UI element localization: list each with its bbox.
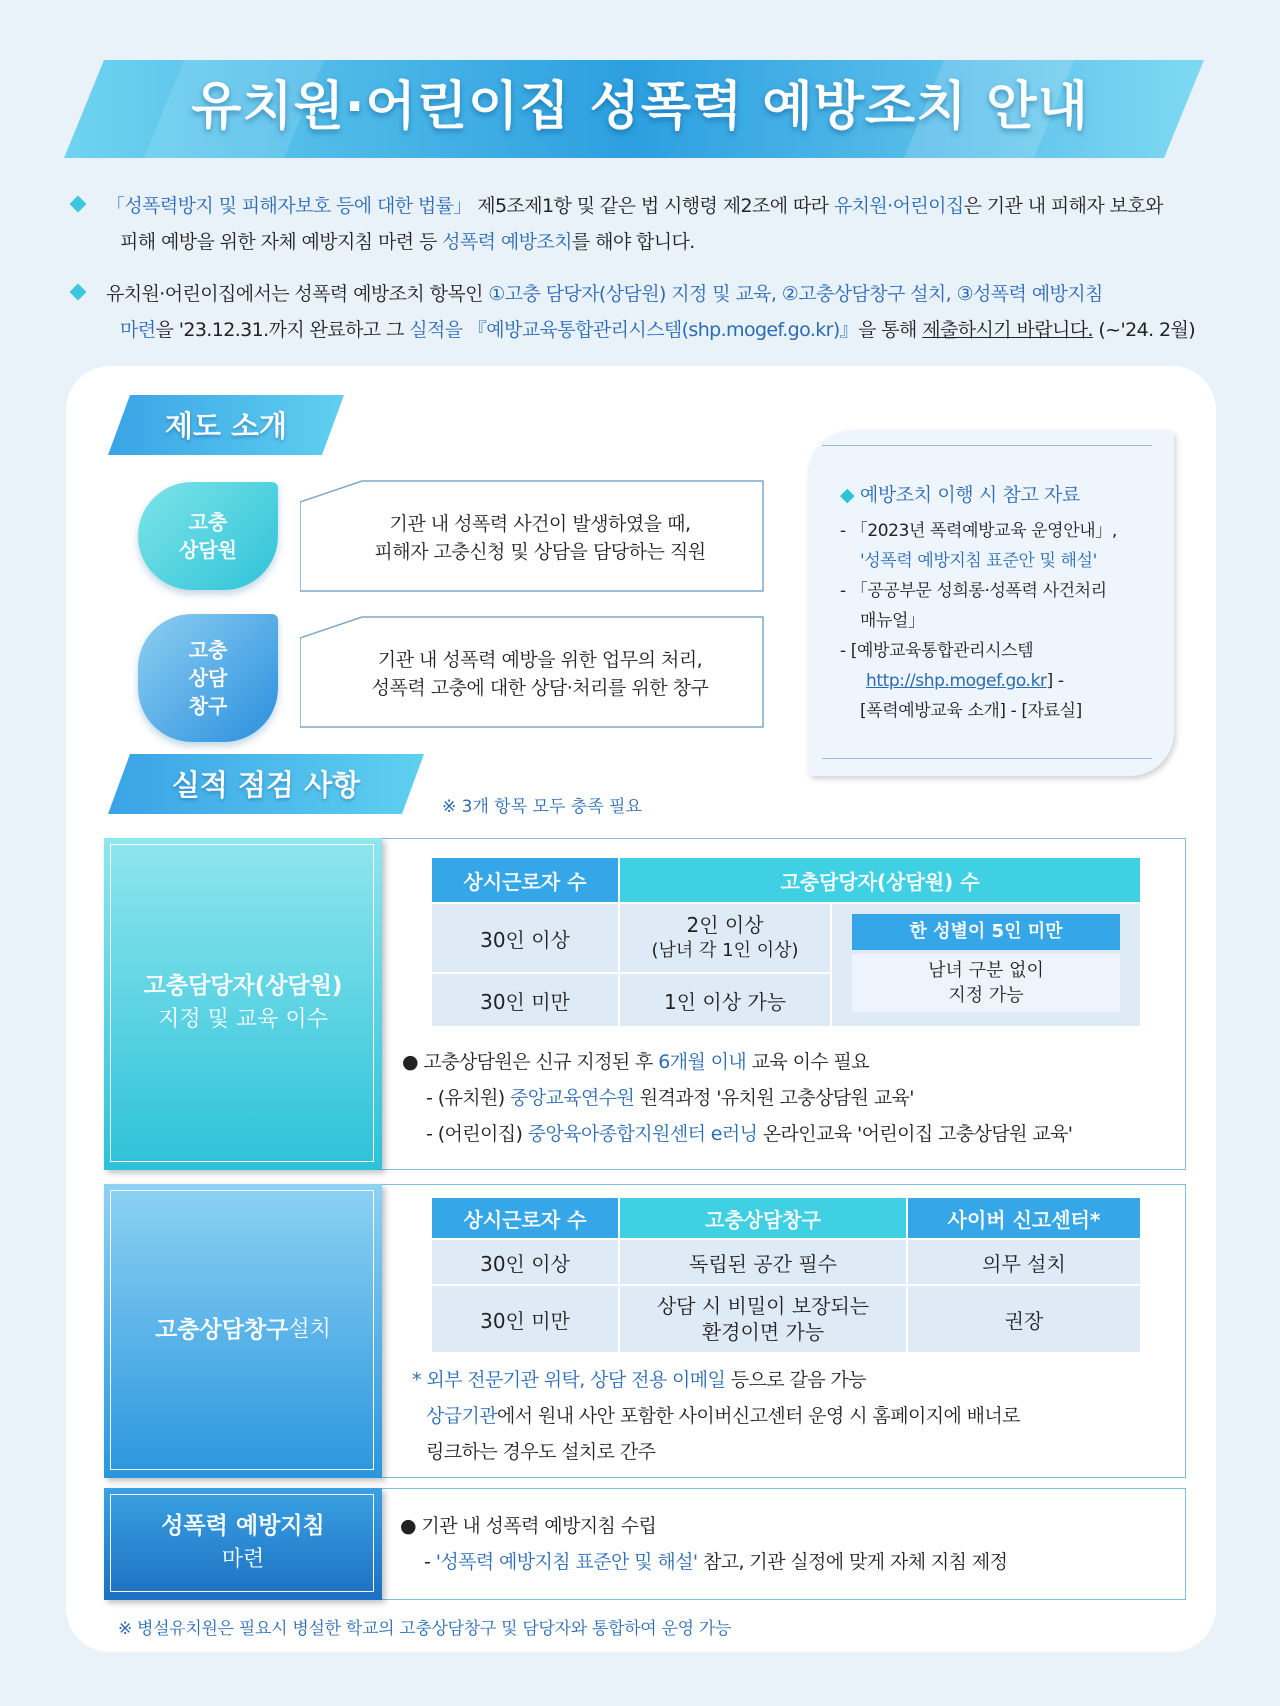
check-tag: 실적 점검 사항 <box>171 768 361 802</box>
table-cell: 30인 이상 <box>432 1240 618 1284</box>
counselor-notes: ● 고충상담원은 신규 지정된 후 6개월 이내 교육 이수 필요 - (유치원) 중앙교육연수원 원격과정 '유치원 고충상담원 교육' - (어린이집) 중앙육아종합지원센터 e러닝 온라인교육 '어린이집 고충상담원 교육' <box>402 1051 1073 1145</box>
reference-bottom-line <box>822 758 1152 759</box>
intro-paragraph-1: 「성폭력방지 및 피해자보호 등에 대한 법률」 제5조제1항 및 같은 법 시행령 제2조에 따라 유치원·어린이집은 기관 내 피해자 보호와 피해 예방을 위한 자체 예방지침 마련 등 성폭력 예방조치를 해야 합니다. <box>72 188 1212 260</box>
window-desc: 기관 내 성폭력 예방을 위한 업무의 처리, 성폭력 고충에 대한 상담·처리를 위한 창구 <box>371 649 709 699</box>
table-cell: 30인 미만 <box>432 1286 618 1352</box>
table-cell: 30인 미만 <box>432 974 618 1026</box>
check-note: ※ 3개 항목 모두 충족 필요 <box>442 797 642 817</box>
window-badge: 고충 상담 창구 <box>138 614 278 742</box>
section-window-label: 고충상담창구 설치 <box>155 1317 331 1343</box>
reference-top-line <box>822 445 1152 446</box>
diamond-bullet-icon <box>70 284 87 301</box>
guideline-notes: ● 기관 내 성폭력 예방지침 수립 - '성폭력 예방지침 표준안 및 해설' 참고, 기관 실정에 맞게 자체 지침 제정 <box>400 1515 1008 1573</box>
window-table <box>430 1196 1142 1354</box>
table-cell: 2인 이상 (남녀 각 1인 이상) <box>620 904 830 972</box>
table-cell: 권장 <box>908 1286 1140 1352</box>
table-header: 상시근로자 수 <box>432 1198 618 1238</box>
gender-subheader: 한 성별이 5인 미만 <box>852 914 1120 950</box>
table-cell: 30인 이상 <box>432 904 618 972</box>
table-header: 사이버 신고센터* <box>908 1198 1140 1238</box>
section-guideline-label: 성폭력 예방지침 마련 <box>161 1513 325 1572</box>
reference-list: ◆ 예방조치 이행 시 참고 자료 - 「2023년 폭력예방교육 운영안내」, '성폭력 예방지침 표준안 및 해설' - 「공공부문 성희롱·성폭력 사건처리 매뉴얼」 - [예방교육통합관리시스템 http://shp.mogef.go.kr] - [폭력예방교육 소개] - [자료실] <box>840 484 1117 721</box>
system-tag: 제도 소개 <box>164 409 288 443</box>
reference-link[interactable]: http://shp.mogef.go.kr <box>866 671 1047 691</box>
table-cell: 상담 시 비밀이 보장되는 환경이면 가능 <box>620 1286 906 1352</box>
table-header: 고충담당자(상담원) 수 <box>620 858 1140 902</box>
footer-note: ※ 병설유치원은 필요시 병설한 학교의 고충상담창구 및 담당자와 통합하여 운영 가능 <box>118 1619 732 1639</box>
diamond-small-icon: ◆ <box>840 484 855 506</box>
table-cell: 독립된 공간 필수 <box>620 1240 906 1284</box>
diamond-bullet-icon <box>70 196 87 213</box>
table-cell: 의무 설치 <box>908 1240 1140 1284</box>
page-title: 유치원·어린이집 성폭력 예방조치 안내 <box>191 77 1089 137</box>
intro-paragraph-2: 유치원·어린이집에서는 성폭력 예방조치 항목인 ①고충 담당자(상담원) 지정 및 교육, ②고충상담창구 설치, ③성폭력 예방지침 마련을 '23.12.31.까지 완료하고 그 실적을 『예방교육통합관리시스템(shp.mogef.go.kr)』을 통해 제출하시기 바랍니다. (~'24. 2월) <box>72 276 1212 348</box>
table-header: 상시근로자 수 <box>432 858 618 902</box>
section-counselor-label: 고충담당자(상담원) 지정 및 교육 이수 <box>143 973 343 1032</box>
gender-subvalue: 남녀 구분 없이 지정 가능 <box>852 954 1120 1012</box>
window-notes: * 외부 전문기관 위탁, 상담 전용 이메일 등으로 갈음 가능 상급기관에서 원내 사안 포함한 사이버신고센터 운영 시 홈페이지에 배너로 링크하는 경우도 설치로 간주 <box>412 1369 1020 1463</box>
counselor-badge: 고충 상담원 <box>138 482 278 590</box>
table-cell: 1인 이상 가능 <box>620 974 830 1026</box>
counselor-desc: 기관 내 성폭력 사건이 발생하였을 때, 피해자 고충신청 및 상담을 담당하는 직원 <box>374 513 706 563</box>
table-cell-gender <box>832 904 1140 1026</box>
counselor-table <box>430 856 1142 1028</box>
table-header: 고충상담창구 <box>620 1198 906 1238</box>
